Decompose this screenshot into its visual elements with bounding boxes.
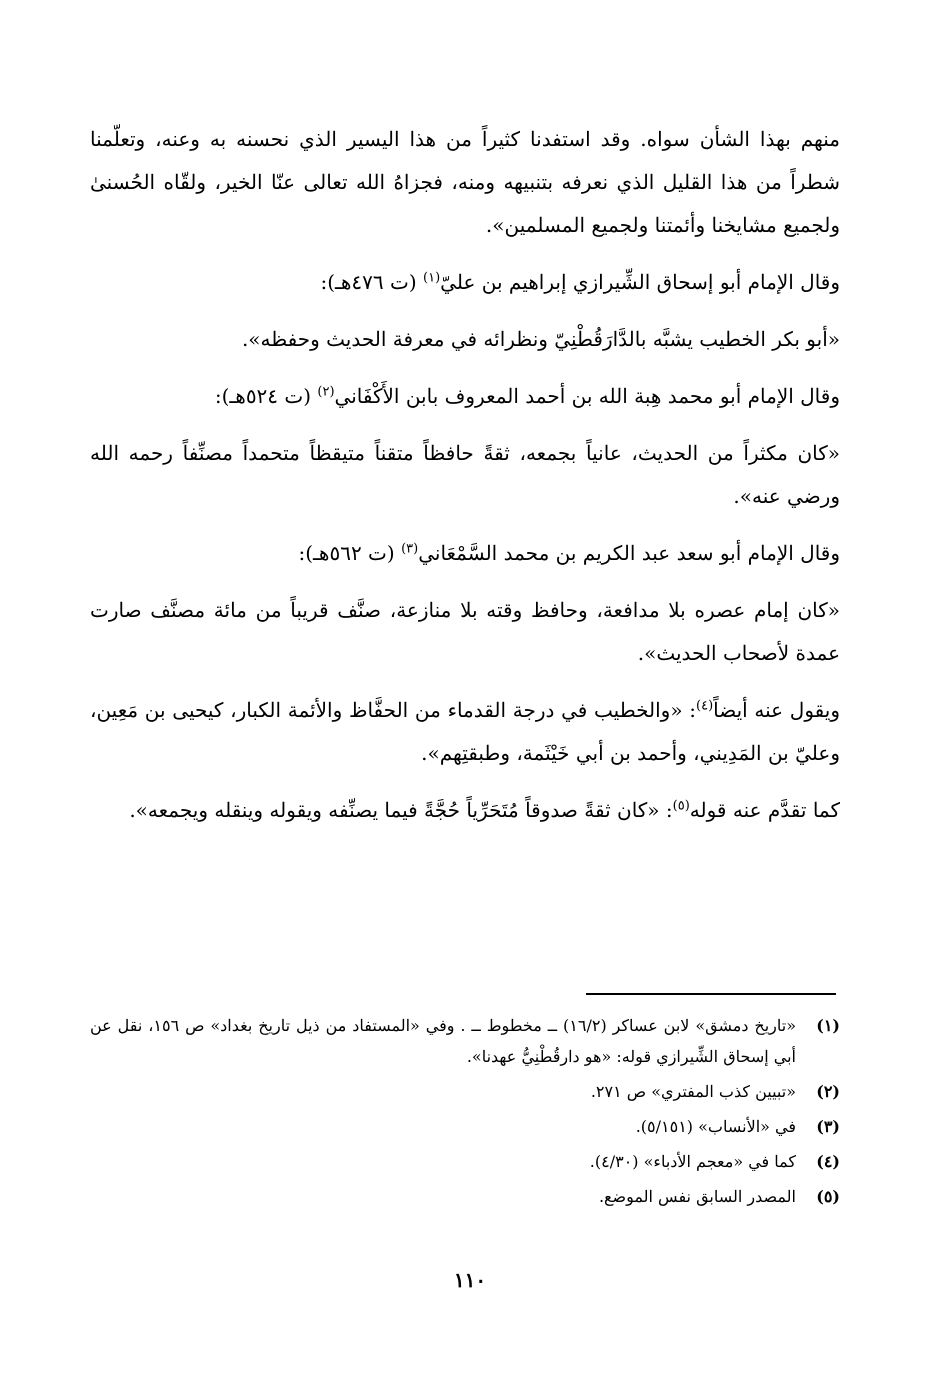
paragraph-2-tail: (ت ٤٧٦هـ): xyxy=(320,270,424,294)
paragraph-2-text: وقال الإمام أبو إسحاق الشِّيرازي إبراهيم بن عليّ xyxy=(440,270,840,294)
paragraph-9 xyxy=(90,789,840,832)
paragraph-6-text: وقال الإمام أبو سعد عبد الكريم بن محمد السَّمْعَاني xyxy=(418,541,840,565)
footnote-2-number: (٢) xyxy=(816,1082,840,1101)
footnotes xyxy=(90,1010,840,1216)
footnote-1-number: (١) xyxy=(816,1016,840,1035)
footnote-3 xyxy=(90,1111,840,1142)
paragraph-4 xyxy=(90,375,840,418)
footnote-4-number: (٤) xyxy=(816,1152,840,1171)
paragraph-9-tail: : «كان ثقةً صدوقاً مُتَحَرِّياً حُجَّةً فيما يصنِّفه ويقوله وينقله ويجمعه». xyxy=(129,798,673,822)
paragraph-8-text: ويقول عنه أيضاً xyxy=(713,698,840,722)
paragraph-7: «كان إمام عصره بلا مدافعة، وحافظ وقته بلا منازعة، صنَّف قريباً من مائة مصنَّف صارت عمدة لأصحاب الحديث». xyxy=(90,598,840,665)
footnote-3-number: (٣) xyxy=(816,1117,840,1136)
footnote-4-text: كما في «معجم الأدباء» (٤/٣٠). xyxy=(589,1152,796,1171)
footnote-1-text: «تاريخ دمشق» لابن عساكر (١٦/٢) ــ مخطوط ــ . وفي «المستفاد من ذيل تاريخ بغداد» ص ١٥٦، نقل عن أبي إسحاق الشِّيرازي قوله: «هو دارقُطْنِيُّ عهدنا». xyxy=(90,1016,796,1066)
main-text xyxy=(90,118,840,846)
footnote-ref-4: (٤) xyxy=(696,698,714,714)
paragraph-9-text: كما تقدَّم عنه قوله xyxy=(689,798,840,822)
paragraph-1: منهم بهذا الشأن سواه. وقد استفدنا كثيراً من هذا اليسير الذي نحسنه به وعنه، وتعلّمنا شطراً من هذا القليل الذي نعرفه بتنبيهه ومنه، فجزاهُ الله تعالى عنّا الخير، ولقّاه الحُسنىٰ ولجميع مشايخنا وأئمتنا ولجميع المسلمين». xyxy=(90,127,840,237)
page-number: ١١٠ xyxy=(453,1268,487,1292)
footnote-5-number: (٥) xyxy=(816,1187,840,1206)
footnote-2-text: «تبيين كذب المفتري» ص ٢٧١. xyxy=(590,1082,796,1101)
paragraph-6-tail: (ت ٥٦٢هـ): xyxy=(298,541,402,565)
footnote-separator xyxy=(586,993,836,995)
paragraph-8-tail: : «والخطيب في درجة القدماء من الحفَّاظ والأئمة الكبار، كيحيى بن مَعِين، وعليّ بن المَدِيني، وأحمد بن أبي خَيْثَمة، وطبقتِهم». xyxy=(90,698,840,765)
footnote-ref-1: (١) xyxy=(423,270,441,286)
footnote-5-text: المصدر السابق نفس الموضع. xyxy=(598,1187,796,1206)
footnote-ref-5: (٥) xyxy=(672,798,690,814)
paragraph-4-tail: (ت ٥٢٤هـ): xyxy=(214,384,318,408)
footnote-3-text: في «الأنساب» (٥/١٥١). xyxy=(635,1117,796,1136)
footnote-1 xyxy=(90,1010,840,1072)
paragraph-6 xyxy=(90,532,840,575)
paragraph-5: «كان مكثراً من الحديث، عانياً بجمعه، ثقةً حافظاً متقناً متيقظاً متحمداً مصنِّفاً رحمه الله ورضي عنه». xyxy=(90,441,840,508)
paragraph-3: «أبو بكر الخطيب يشبَّه بالدَّارَقُطْنِيّ ونظرائه في معرفة الحديث وحفظه». xyxy=(241,327,840,351)
footnote-ref-3: (٣) xyxy=(401,541,419,557)
footnote-ref-2: (٢) xyxy=(317,384,335,400)
footnote-5 xyxy=(90,1181,840,1212)
footnote-4 xyxy=(90,1146,840,1177)
paragraph-8 xyxy=(90,689,840,775)
footnote-2 xyxy=(90,1076,840,1107)
paragraph-2 xyxy=(90,261,840,304)
paragraph-4-text: وقال الإمام أبو محمد هِبة الله بن أحمد المعروف بابن الأَكْفَاني xyxy=(334,384,840,408)
